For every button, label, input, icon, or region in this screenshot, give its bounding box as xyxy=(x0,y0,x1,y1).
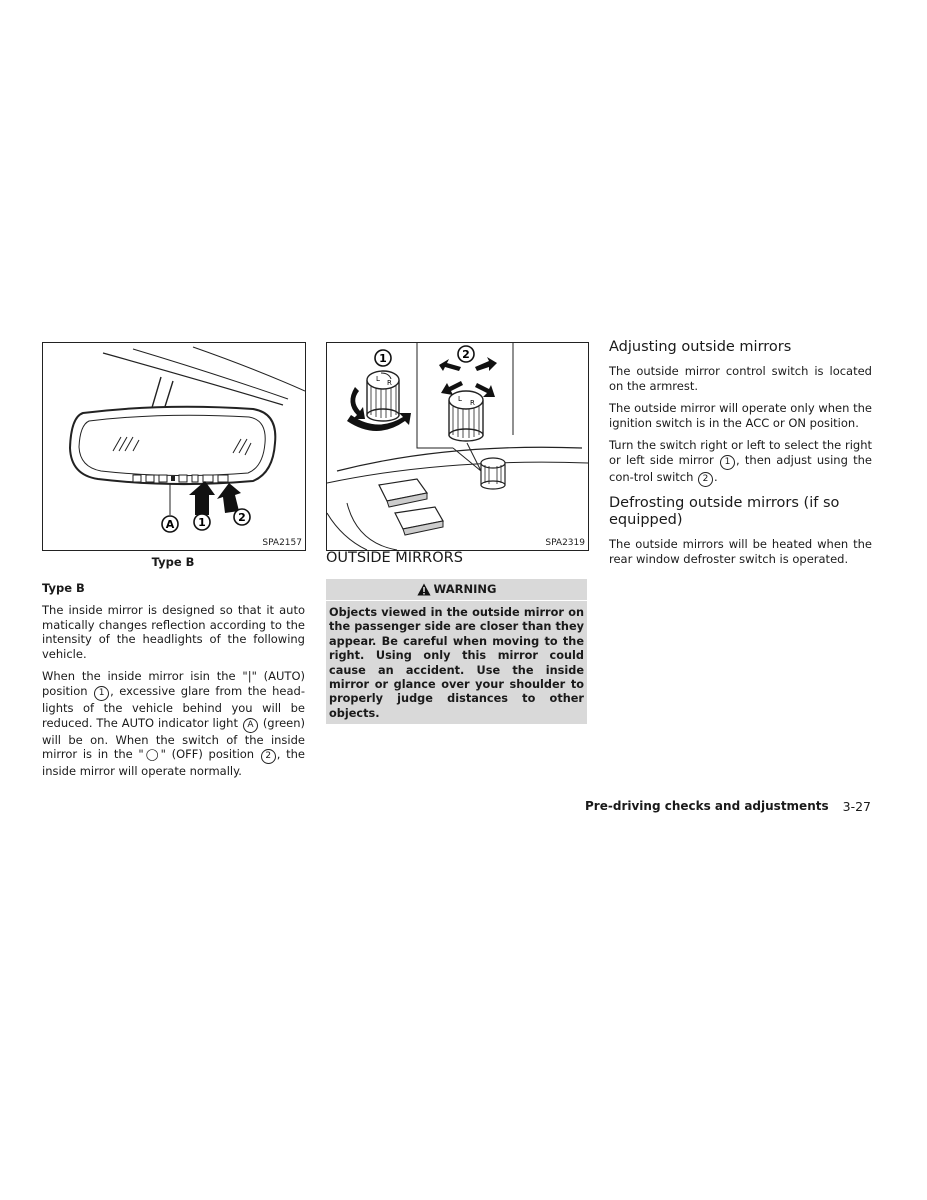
svg-text:1: 1 xyxy=(198,516,206,529)
svg-text:A: A xyxy=(165,518,175,531)
paragraph: Turn the switch right or left to select the right or left side mirror 1 , then adjust using the con-trol switch 2 . xyxy=(609,438,872,487)
figure-caption: Type B xyxy=(151,555,195,569)
callout-2 xyxy=(234,509,250,525)
page-number: 3-27 xyxy=(842,799,871,814)
armrest-knob xyxy=(481,458,505,489)
paragraph: The outside mirror control switch is located on the armrest. xyxy=(609,364,872,393)
section-heading: OUTSIDE MIRRORS xyxy=(326,550,463,566)
right-column xyxy=(609,339,872,574)
callout-2-inline: 2 xyxy=(698,472,713,487)
paragraph: The inside mirror is designed so that it auto matically changes reflection according to the intensity of the headlights of the following vehicle. xyxy=(42,603,305,661)
callout-2 xyxy=(458,346,474,362)
callout-1-inline: 1 xyxy=(94,686,109,701)
section-heading: Defrosting outside mirrors (if so equipped) xyxy=(609,494,840,528)
svg-text:2: 2 xyxy=(238,511,246,524)
page-footer xyxy=(585,799,871,814)
figure-code: SPA2157 xyxy=(262,538,302,548)
callout-a xyxy=(162,516,178,532)
mirror-switch-illustration xyxy=(327,343,588,550)
inside-mirror-illustration xyxy=(43,343,305,550)
left-column xyxy=(42,581,305,787)
paragraph: The outside mirrors will be heated when the rear window defroster switch is operated. xyxy=(609,536,872,566)
callout-2-inline: 2 xyxy=(261,749,276,764)
paragraph: When the inside mirror isin the "|" (AUTO) position 1 , excessive glare from the head-lights of the vehicle behind you will be reduced. The AUTO indicator light A (green) will be on. When the switch of the inside mirror is in the "◯" (OFF) position 2 , the inside mirror will operate normally. xyxy=(42,669,306,779)
svg-text:R: R xyxy=(387,379,392,387)
off-symbol: ◯ xyxy=(143,747,161,762)
section-heading: Adjusting outside mirrors xyxy=(609,339,792,355)
inside-mirror-figure xyxy=(42,342,306,551)
warning-box xyxy=(326,579,587,724)
figure-code: SPA2319 xyxy=(545,538,585,548)
svg-text:L: L xyxy=(376,375,380,383)
footer-section-title: Pre-driving checks and adjustments xyxy=(585,799,829,813)
callout-1-inline: 1 xyxy=(720,455,735,470)
callout-1 xyxy=(194,514,210,530)
callout-a-inline: A xyxy=(243,718,258,733)
svg-text:1: 1 xyxy=(379,352,387,365)
warning-header xyxy=(326,579,587,601)
svg-text:2: 2 xyxy=(462,348,470,361)
paragraph: The outside mirror will operate only when the ignition switch is in the ACC or ON position. xyxy=(609,401,872,430)
knob-select-side xyxy=(367,371,399,421)
warning-icon xyxy=(417,583,431,596)
warning-title: WARNING xyxy=(433,582,497,596)
middle-column xyxy=(326,550,587,724)
svg-text:L: L xyxy=(458,395,462,403)
knob-adjust-mirror xyxy=(449,391,483,441)
type-b-subheading: Type B xyxy=(42,581,85,595)
svg-text:R: R xyxy=(470,399,475,407)
callout-1 xyxy=(375,350,391,366)
warning-text: Objects viewed in the outside mirror on the passenger side are closer than they appear. Be careful when moving to the right. Using only this mirror could cause an accident. Use the inside mirror or glance over your shoulder to properly judge distances to other objects. xyxy=(329,606,584,720)
mirror-switch-figure xyxy=(326,342,589,551)
